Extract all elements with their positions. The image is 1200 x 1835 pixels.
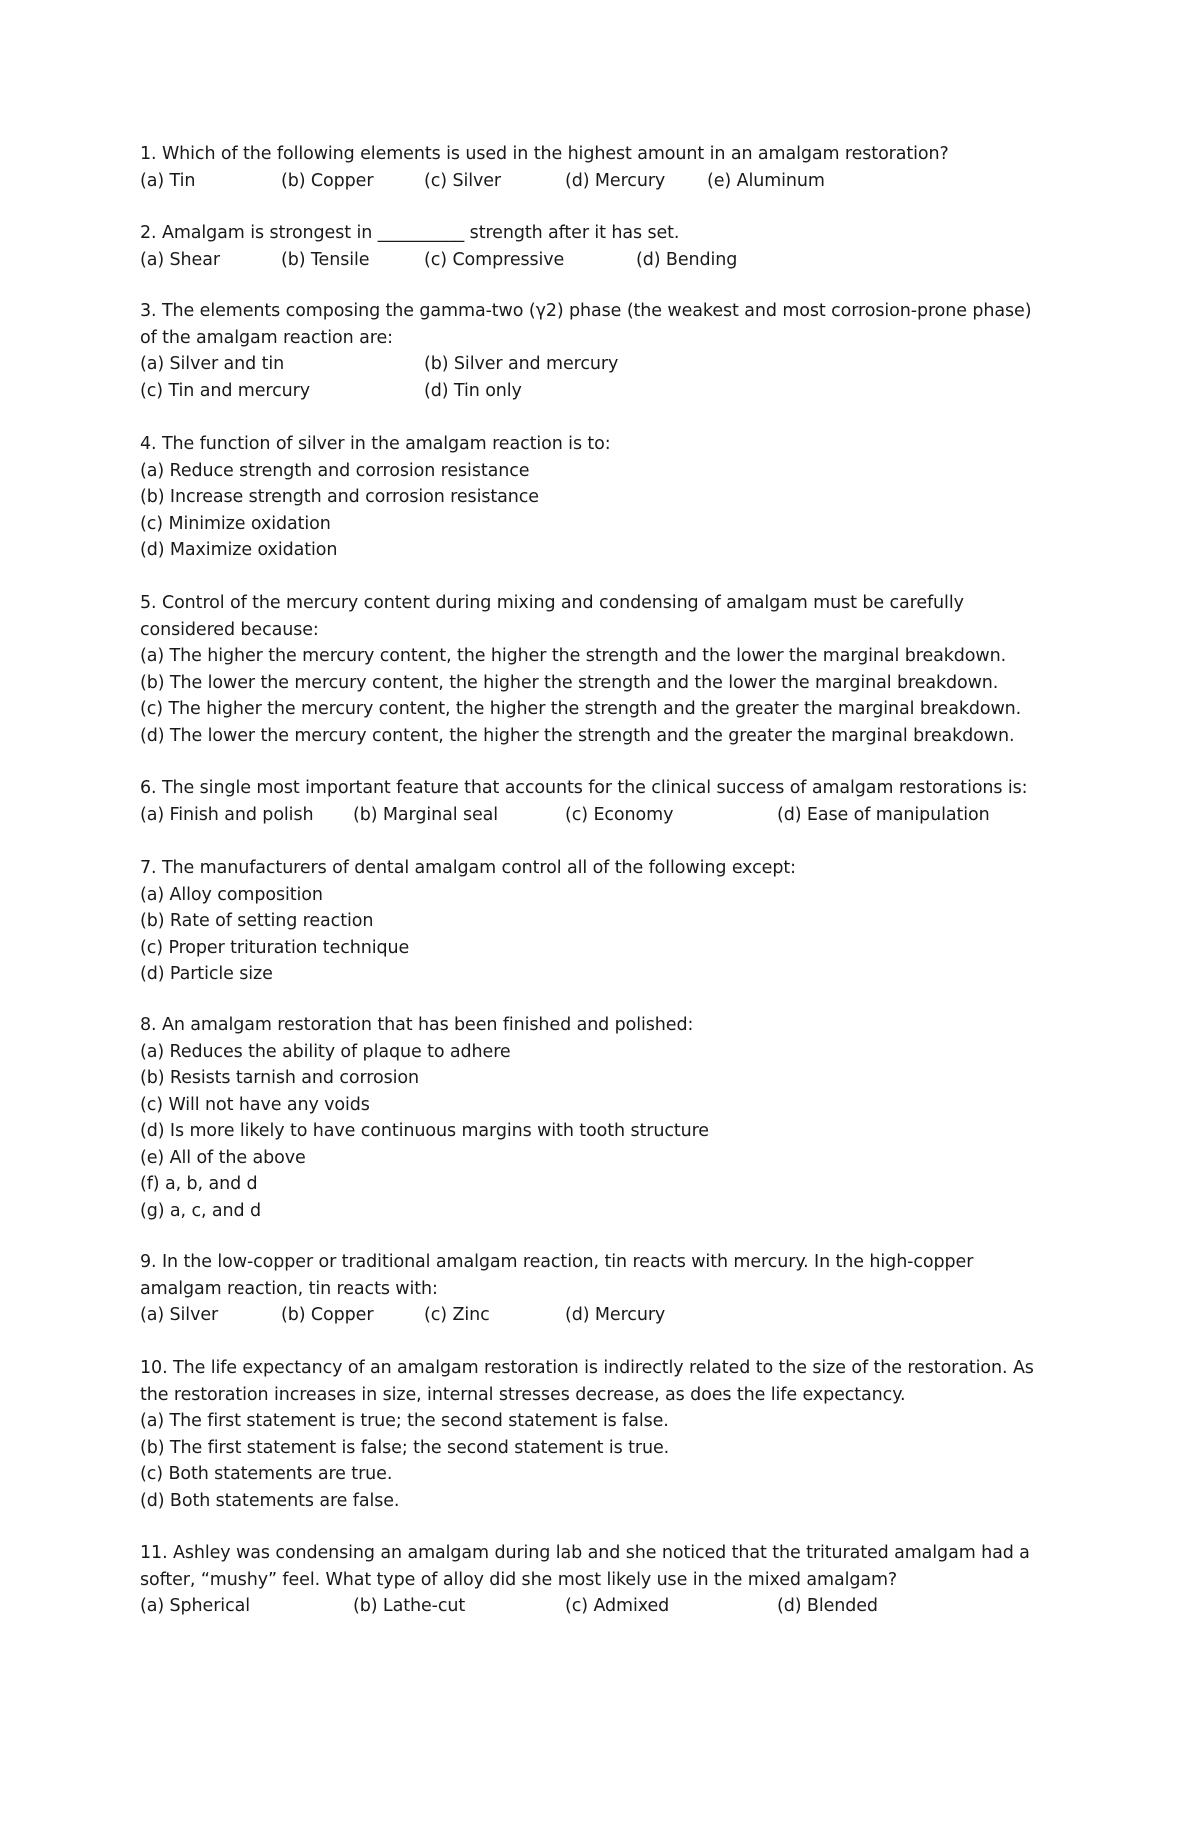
option-a: (a) Shear — [140, 249, 220, 270]
option-a: (a) Reduce strength and corrosion resistance — [140, 460, 530, 481]
stem-before: 2. Amalgam is strongest in — [140, 223, 373, 243]
option-g: (g) a, c, and d — [140, 1200, 262, 1221]
option-d: (d) The lower the mercury content, the higher the strength and the greater the marginal breakdown. — [140, 725, 1015, 746]
option-c: (c) Zinc — [424, 1305, 490, 1325]
options-row — [140, 247, 1060, 274]
option-a: (a) Reduces the ability of plaque to adhere — [140, 1041, 511, 1062]
question-7 — [140, 855, 1060, 988]
option-d: (d) Mercury — [565, 170, 666, 191]
option-b: (b) Silver and mercury — [424, 354, 619, 374]
option-b: (b) Copper — [281, 1305, 374, 1325]
option-a: (a) Silver and tin — [140, 354, 285, 374]
option-b: (b) Copper — [281, 170, 374, 191]
options-row-2 — [140, 378, 1060, 405]
option-d: (d) Particle size — [140, 964, 273, 984]
question-stem — [140, 220, 1060, 247]
question-stem-line-2: softer, “mushy” feel. What type of alloy did she most likely use in the mixed amalgam? — [140, 1569, 898, 1590]
option-d: (d) Both statements are false. — [140, 1490, 400, 1511]
option-b: (b) Marginal seal — [353, 804, 499, 825]
options-row — [140, 168, 1060, 195]
option-c: (c) Both statements are true. — [140, 1464, 393, 1484]
option-c: (c) Silver — [424, 170, 501, 191]
question-stem: 8. An amalgam restoration that has been finished and polished: — [140, 1015, 694, 1035]
option-b: (b) Lathe-cut — [353, 1596, 466, 1616]
option-b: (b) Tensile — [281, 249, 370, 270]
stem-after: strength after it has set. — [469, 223, 680, 243]
option-a: (a) Finish and polish — [140, 804, 314, 825]
question-11 — [140, 1540, 1060, 1620]
option-c: (c) Tin and mercury — [140, 380, 310, 401]
option-b: (b) The lower the mercury content, the higher the strength and the lower the marginal breakdown. — [140, 672, 999, 693]
question-5 — [140, 590, 1060, 749]
option-b: (b) Increase strength and corrosion resistance — [140, 487, 539, 507]
option-f: (f) a, b, and d — [140, 1174, 258, 1194]
options-row — [140, 1593, 1060, 1620]
option-c: (c) Economy — [565, 804, 674, 825]
option-c: (c) The higher the mercury content, the higher the strength and the greater the marginal breakdown. — [140, 699, 1022, 719]
option-e: (e) Aluminum — [707, 170, 825, 191]
option-c: (c) Admixed — [565, 1596, 670, 1616]
question-4 — [140, 431, 1060, 564]
question-stem-line-2: the restoration increases in size, internal stresses decrease, as does the life expectancy. — [140, 1384, 906, 1405]
option-a: (a) The first statement is true; the second statement is false. — [140, 1411, 669, 1431]
question-8 — [140, 1012, 1060, 1224]
option-a: (a) Tin — [140, 170, 196, 191]
option-d: (d) Ease of manipulation — [777, 804, 990, 825]
question-stem-line-2: of the amalgam reaction are: — [140, 327, 393, 348]
options-row — [140, 802, 1060, 829]
question-stem: 6. The single most important feature that accounts for the clinical success of amalgam restorations is: — [140, 778, 1028, 798]
option-d: (d) Blended — [777, 1596, 878, 1616]
option-a: (a) Silver — [140, 1305, 219, 1325]
question-1 — [140, 141, 1060, 194]
option-c: (c) Minimize oxidation — [140, 513, 331, 534]
question-stem-line-1: 5. Control of the mercury content during mixing and condensing of amalgam must be carefully — [140, 593, 964, 613]
option-b: (b) Resists tarnish and corrosion — [140, 1068, 419, 1088]
option-b: (b) The first statement is false; the second statement is true. — [140, 1437, 670, 1458]
option-d: (d) Mercury — [565, 1305, 666, 1325]
option-a: (a) Alloy composition — [140, 884, 323, 905]
options-row-1 — [140, 351, 1060, 378]
option-c: (c) Will not have any voids — [140, 1094, 370, 1115]
question-stem-line-1: 9. In the low-copper or traditional amalgam reaction, tin reacts with mercury. In the high-copper — [140, 1252, 974, 1272]
options-row — [140, 1302, 1060, 1329]
option-c: (c) Compressive — [424, 249, 565, 270]
option-d: (d) Bending — [636, 249, 738, 270]
option-e: (e) All of the above — [140, 1147, 306, 1168]
question-stem: 4. The function of silver in the amalgam reaction is to: — [140, 434, 611, 454]
stem-blank: __________ — [377, 223, 465, 243]
option-a: (a) Spherical — [140, 1596, 250, 1616]
question-10 — [140, 1355, 1060, 1514]
question-stem-line-2: considered because: — [140, 619, 319, 640]
question-stem-line-1: 10. The life expectancy of an amalgam restoration is indirectly related to the size of the restoration. As — [140, 1358, 1034, 1378]
question-6 — [140, 775, 1060, 828]
option-d: (d) Maximize oxidation — [140, 540, 338, 560]
question-3 — [140, 298, 1060, 404]
option-a: (a) The higher the mercury content, the higher the strength and the lower the marginal breakdown. — [140, 646, 1007, 666]
question-2 — [140, 220, 1060, 273]
question-stem: 7. The manufacturers of dental amalgam control all of the following except: — [140, 858, 796, 878]
option-d: (d) Is more likely to have continuous margins with tooth structure — [140, 1121, 709, 1141]
question-stem-line-1: 3. The elements composing the gamma-two (γ2) phase (the weakest and most corrosion-prone phase) — [140, 301, 1032, 321]
option-c: (c) Proper trituration technique — [140, 937, 410, 958]
question-9 — [140, 1249, 1060, 1329]
option-d: (d) Tin only — [424, 380, 522, 401]
question-stem-line-2: amalgam reaction, tin reacts with: — [140, 1278, 438, 1299]
option-b: (b) Rate of setting reaction — [140, 911, 374, 931]
question-stem: 1. Which of the following elements is used in the highest amount in an amalgam restoration? — [140, 144, 949, 164]
question-stem-line-1: 11. Ashley was condensing an amalgam during lab and she noticed that the triturated amalgam had a — [140, 1543, 1030, 1563]
